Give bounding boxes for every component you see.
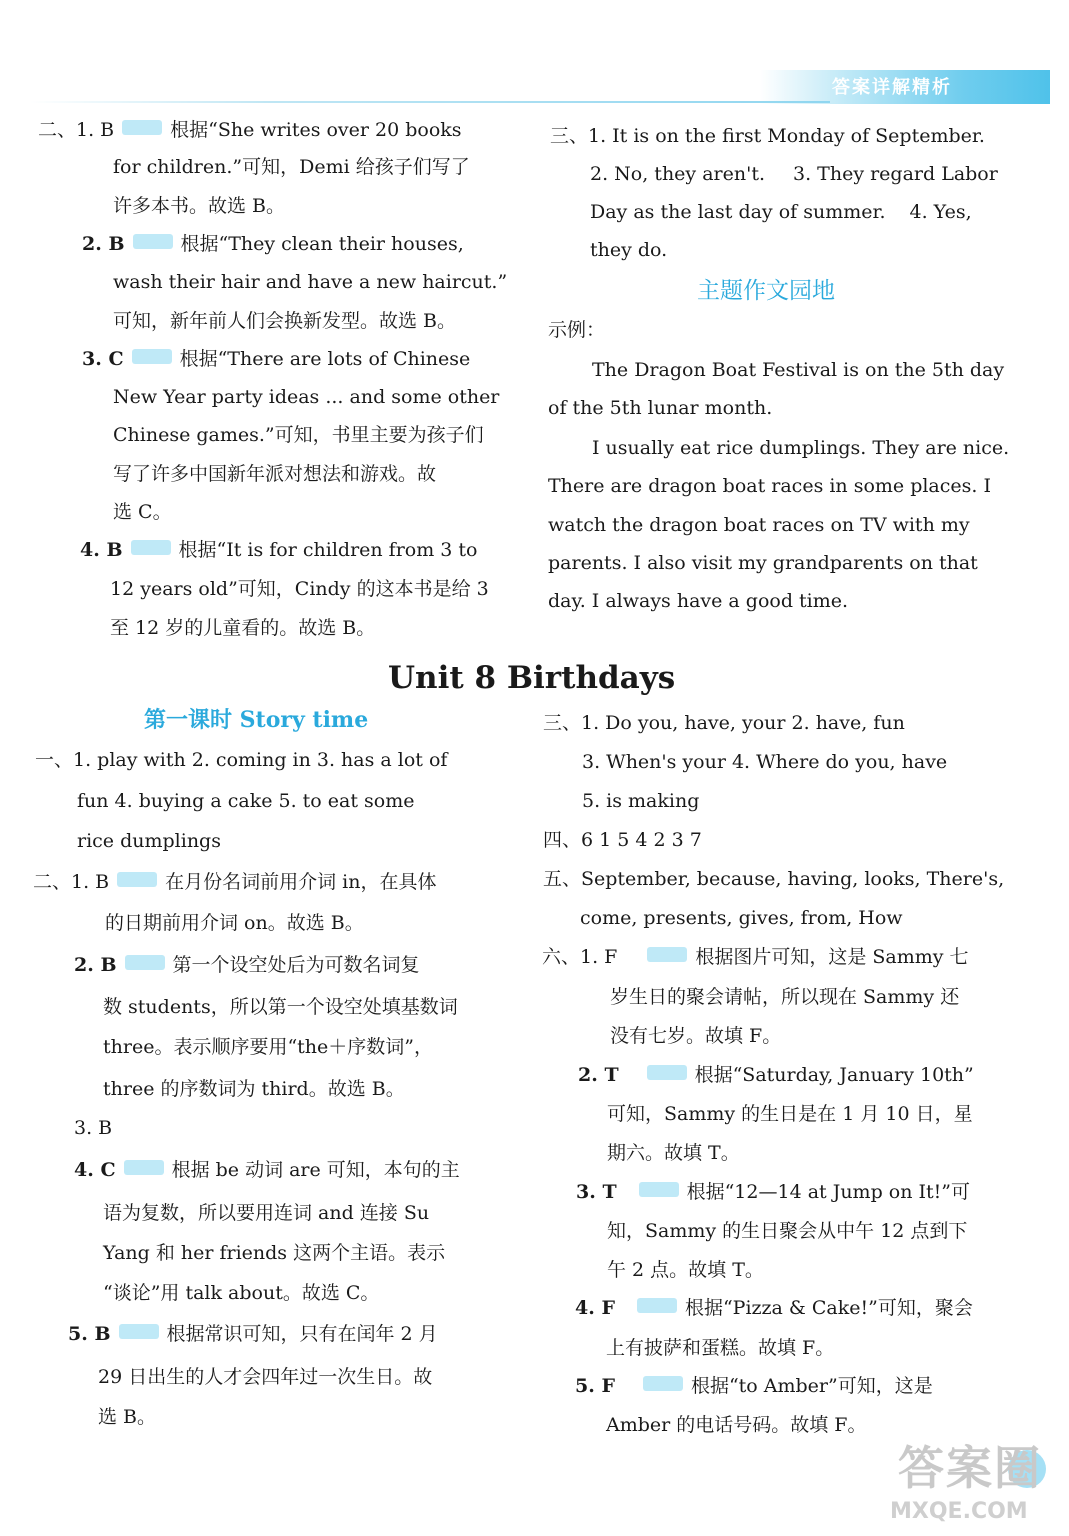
answer-line: 4. B 根据“It is for children from 3 to (80, 539, 478, 561)
answer-line: 五、September, because, having, looks, There's, (543, 868, 1005, 890)
answer-line: 写了许多中国新年派对想法和游戏。故 (113, 463, 437, 485)
answer-line: 3. C 根据“There are lots of Chinese (82, 348, 471, 370)
essay-line: There are dragon boat races in some places. I (548, 475, 991, 497)
answer-line: wash their hair and have a new haircut.” (113, 271, 508, 293)
essay-label: 示例： (548, 319, 606, 341)
answer-line: 4. C 根据 be 动词 are 可知，本句的主 (74, 1159, 460, 1181)
answer-line: 二、1. B 根据“She writes over 20 books (38, 119, 462, 141)
answer-line: 期六。故填 T。 (607, 1142, 740, 1164)
essay-line: of the 5th lunar month. (548, 397, 773, 419)
answer-line: 岁生日的聚会请帖，所以现在 Sammy 还 (610, 986, 960, 1008)
answer-line: 知，Sammy 的生日聚会从中午 12 点到下 (607, 1220, 968, 1242)
answer-line: 5. B 根据常识可知，只有在闰年 2 月 (68, 1323, 438, 1345)
answer-line: come, presents, gives, from, How (580, 907, 903, 929)
answer-line: 2. No, they aren't. 3. They regard Labor (590, 163, 998, 185)
essay-line: day. I always have a good time. (548, 590, 849, 612)
answer-line: 上有披萨和蛋糕。故填 F。 (606, 1337, 835, 1359)
answer-line: they do. (590, 239, 668, 261)
answer-line: 午 2 点。故填 T。 (607, 1259, 764, 1281)
answer-line: Day as the last day of summer. 4. Yes, (590, 201, 972, 223)
answer-line: 一、1. play with 2. coming in 3. has a lot of (35, 749, 448, 771)
analysis-badge-icon (124, 1160, 164, 1175)
answer-line: 没有七岁。故填 F。 (610, 1025, 782, 1047)
answer-line: 2. B 第一个设空处后为可数名词复 (74, 954, 420, 976)
answer-line: 2. T 根据“Saturday, January 10th” (578, 1064, 974, 1086)
essay-line: The Dragon Boat Festival is on the 5th day (592, 359, 1005, 381)
answer-line: 29 日出生的人才会四年过一次生日。故 (98, 1366, 433, 1388)
answer-line: 三、1. It is on the first Monday of September. (550, 125, 985, 147)
watermark-url: MXQE.COM (890, 1499, 1028, 1524)
answer-line: 的日期前用介词 on。故选 B。 (105, 912, 364, 934)
answer-line: rice dumplings (77, 830, 221, 852)
answer-line: three。表示顺序要用“the＋序数词”， (103, 1036, 433, 1058)
answer-line: 3. B (74, 1117, 113, 1139)
analysis-badge-icon (122, 120, 162, 135)
essay-section-title: 主题作文园地 (697, 278, 835, 304)
answer-line: 4. F 根据“Pizza & Cake!”可知，聚会 (575, 1297, 973, 1319)
analysis-badge-icon (131, 540, 171, 555)
answer-line: for children.”可知，Demi 给孩子们写了 (113, 156, 470, 178)
answer-line: 四、6 1 5 4 2 3 7 (543, 829, 702, 851)
watermark-logo (890, 1440, 1060, 1530)
answer-line: 12 years old”可知，Cindy 的这本书是给 3 (110, 578, 489, 600)
analysis-badge-icon (117, 872, 157, 887)
answer-line: Yang 和 her friends 这两个主语。表示 (103, 1242, 446, 1264)
watermark-text: 答案圈 (898, 1441, 1042, 1495)
essay-line: parents. I also visit my grandparents on that (548, 552, 978, 574)
analysis-badge-icon (647, 1065, 687, 1080)
answer-line: 语为复数，所以要用连词 and 连接 Su (103, 1202, 430, 1224)
analysis-badge-icon (125, 955, 165, 970)
analysis-badge-icon (133, 234, 173, 249)
answer-line: three 的序数词为 third。故选 B。 (103, 1078, 405, 1100)
answer-line: Amber 的电话号码。故填 F。 (606, 1414, 867, 1436)
answer-line: 许多本书。故选 B。 (113, 195, 286, 217)
answer-line: New Year party ideas ... and some other (113, 386, 500, 408)
answer-line: 3. When's your 4. Where do you, have (582, 751, 948, 773)
answer-line: 5. F 根据“to Amber”可知，这是 (575, 1375, 933, 1397)
analysis-badge-icon (639, 1182, 679, 1197)
answer-line: 可知，新年前人们会换新发型。故选 B。 (113, 310, 457, 332)
analysis-badge-icon (637, 1298, 677, 1313)
answer-line: 选 B。 (98, 1406, 157, 1428)
answer-line: 2. B 根据“They clean their houses, (82, 233, 464, 255)
answer-line: 选 C。 (113, 501, 172, 523)
header-label: 答案详解精析 (832, 77, 952, 98)
essay-line: watch the dragon boat races on TV with my (548, 514, 970, 536)
unit-title: Unit 8 Birthdays (388, 660, 676, 696)
lesson-title: 第一课时 Story time (144, 707, 369, 733)
analysis-badge-icon (643, 1376, 683, 1391)
answer-line: 三、1. Do you, have, your 2. have, fun (543, 712, 905, 734)
answer-line: 至 12 岁的儿童看的。故选 B。 (110, 617, 376, 639)
answer-line: 5. is making (582, 790, 700, 812)
answer-line: 二、1. B 在月份名词前用介词 in，在具体 (33, 871, 437, 893)
answer-line: 数 students，所以第一个设空处填基数词 (103, 996, 458, 1018)
answer-line: 3. T 根据“12—14 at Jump on It!”可 (576, 1181, 970, 1203)
answer-line: 可知，Sammy 的生日是在 1 月 10 日，星 (607, 1103, 973, 1125)
answer-line: Chinese games.”可知，书里主要为孩子们 (113, 424, 484, 446)
answer-line: fun 4. buying a cake 5. to eat some (77, 790, 415, 812)
analysis-badge-icon (119, 1324, 159, 1339)
essay-line: I usually eat rice dumplings. They are nice. (592, 437, 1010, 459)
answer-line: “谈论”用 talk about。故选 C。 (103, 1282, 380, 1304)
analysis-badge-icon (132, 349, 172, 364)
analysis-badge-icon (647, 947, 687, 962)
answer-line: 六、1. F 根据图片可知，这是 Sammy 七 (542, 946, 969, 968)
top-rule (30, 101, 830, 103)
